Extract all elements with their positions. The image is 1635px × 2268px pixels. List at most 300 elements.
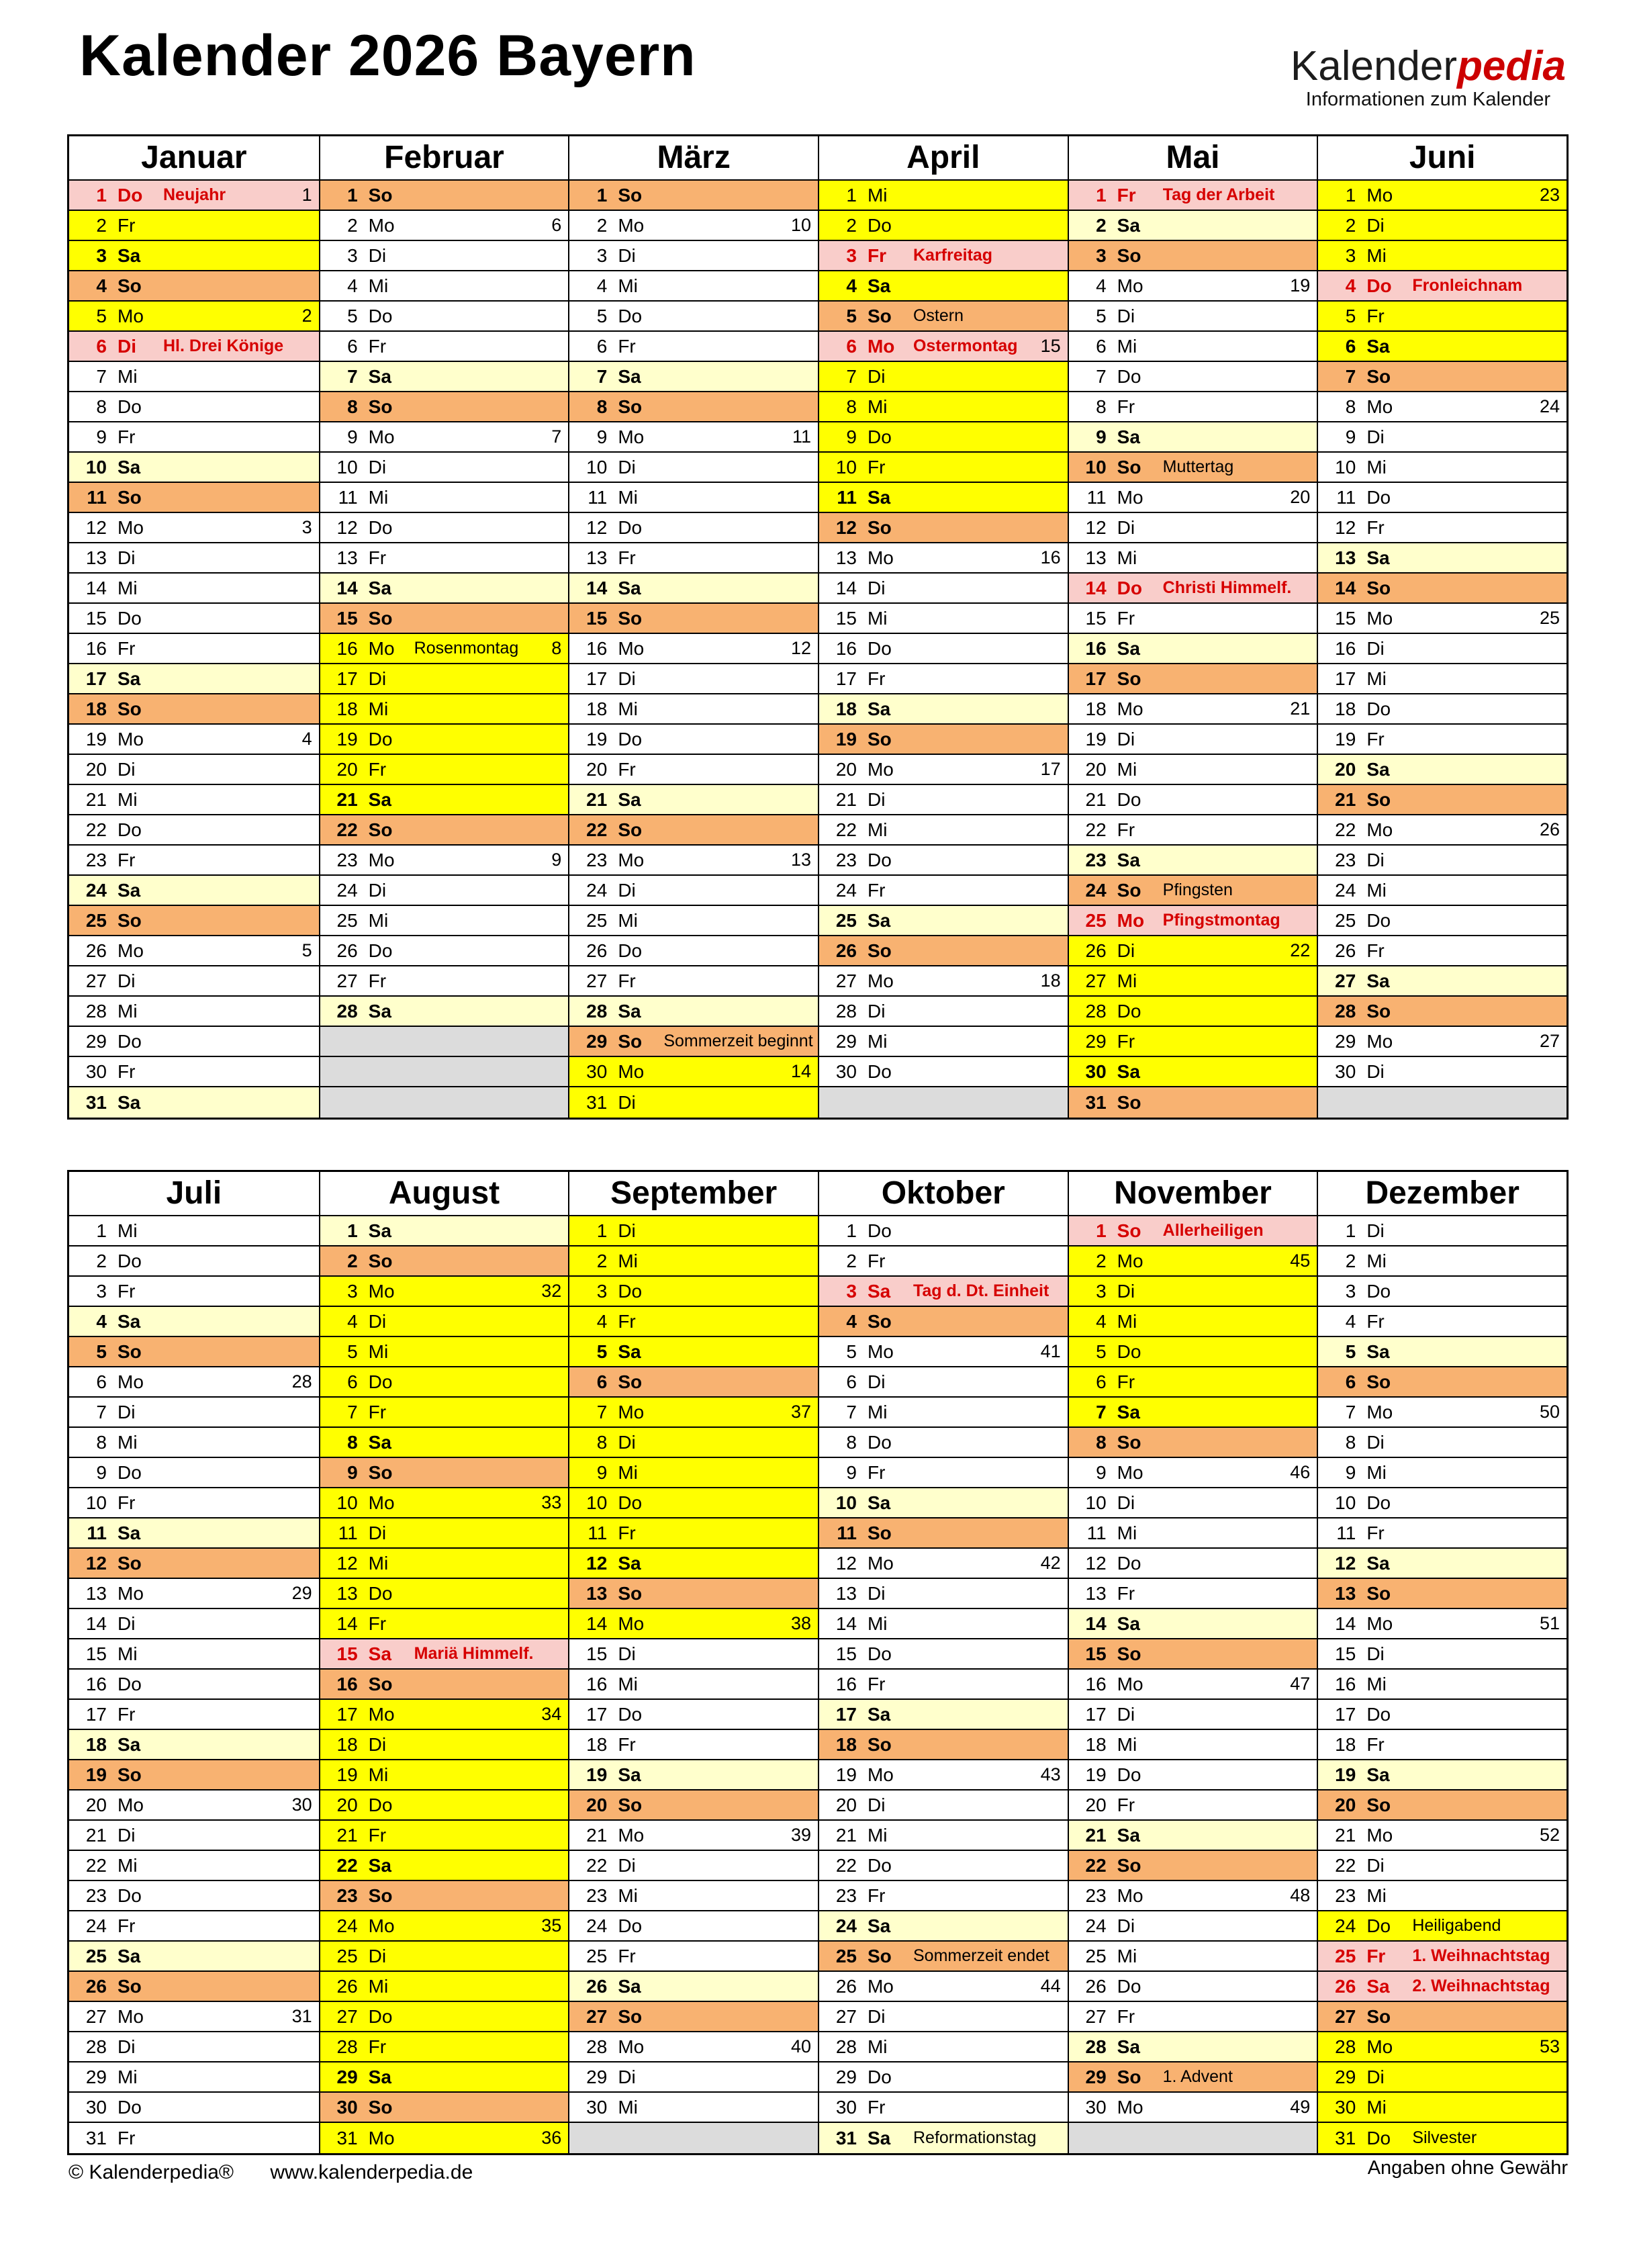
day-number: 27: [1335, 2005, 1356, 2027]
day-row: [819, 2062, 1068, 2093]
day-number: 19: [586, 728, 608, 750]
day-number: 16: [586, 1673, 608, 1694]
day-number: 6: [1096, 1371, 1107, 1392]
day-weekday: Mi: [368, 1552, 389, 1574]
day-weekday: So: [1117, 1431, 1141, 1453]
day-weekday: So: [1117, 1854, 1141, 1876]
day-weekday: Mi: [1366, 2096, 1387, 2118]
day-number: 19: [1335, 1764, 1356, 1785]
week-number: 39: [790, 1825, 811, 1845]
day-row: [569, 453, 818, 483]
day-number: 22: [835, 819, 857, 840]
day-weekday: Mi: [867, 1613, 888, 1634]
day-number: 20: [1085, 758, 1107, 780]
day-number: 17: [1335, 1703, 1356, 1725]
day-weekday: Sa: [618, 788, 641, 810]
day-number: 21: [835, 788, 857, 810]
day-weekday: Mi: [1366, 1673, 1387, 1694]
day-weekday: Mi: [1366, 1461, 1387, 1483]
day-weekday: Fr: [368, 1613, 387, 1634]
day-row: [69, 332, 319, 362]
day-note: Rosenmontag: [414, 639, 519, 657]
day-weekday: Sa: [118, 244, 141, 266]
logo-wordmark: [1291, 44, 1566, 88]
day-row: [569, 392, 818, 422]
day-row: [69, 664, 319, 694]
day-number: 7: [846, 1401, 857, 1422]
day-row: [1069, 694, 1317, 725]
day-row: [819, 2002, 1068, 2032]
day-row: [1069, 1277, 1317, 1307]
day-weekday: Mo: [867, 1975, 894, 1997]
week-number: 11: [792, 426, 811, 447]
week-number: 21: [1290, 698, 1311, 719]
day-weekday: Fr: [618, 1310, 636, 1332]
day-row: [320, 1730, 569, 1760]
day-number: 7: [1345, 1401, 1356, 1422]
day-row: [320, 725, 569, 755]
day-weekday: Di: [118, 547, 136, 568]
day-row: [320, 1790, 569, 1821]
day-number: 13: [586, 547, 608, 568]
day-weekday: So: [867, 305, 892, 326]
day-weekday: Sa: [1117, 2036, 1140, 2057]
week-number: 53: [1539, 2036, 1560, 2056]
day-number: 25: [1085, 1945, 1107, 1966]
day-row: [819, 1639, 1068, 1670]
day-number: 4: [846, 1310, 857, 1332]
day-weekday: Sa: [867, 909, 891, 931]
day-number: 31: [85, 1091, 107, 1113]
day-number: 31: [1085, 1091, 1107, 1113]
day-row: [1318, 2093, 1567, 2123]
day-row: [320, 785, 569, 815]
day-row: [1069, 1790, 1317, 1821]
day-weekday: Sa: [118, 1310, 141, 1332]
day-number: 20: [1335, 758, 1356, 780]
day-weekday: Sa: [1117, 637, 1140, 659]
day-weekday: So: [368, 607, 393, 629]
day-weekday: Mo: [1366, 1030, 1393, 1052]
holiday-label: Pfingstmontag: [1162, 911, 1280, 929]
day-weekday: So: [618, 184, 643, 206]
week-number: 49: [1290, 2097, 1311, 2117]
day-weekday: Do: [618, 940, 643, 961]
day-number: 29: [1335, 2066, 1356, 2087]
day-weekday: Mo: [1117, 2096, 1143, 2118]
day-row: [1318, 1972, 1567, 2002]
day-weekday: Do: [368, 940, 393, 961]
day-number: 12: [85, 1552, 107, 1574]
day-number: 5: [596, 1341, 608, 1362]
day-number: 2: [596, 214, 608, 236]
day-row: [1069, 513, 1317, 543]
day-number: 8: [347, 396, 358, 417]
day-weekday: So: [1117, 244, 1141, 266]
day-row: [1318, 1911, 1567, 1942]
day-weekday: So: [118, 486, 142, 508]
day-weekday: Sa: [368, 1854, 391, 1876]
day-row: [1069, 1398, 1317, 1428]
day-number: 21: [835, 1824, 857, 1846]
holiday-label: Christi Himmelf.: [1162, 578, 1292, 597]
day-number: 26: [1085, 1975, 1107, 1997]
day-weekday: Fr: [618, 335, 636, 357]
day-number: 20: [835, 758, 857, 780]
day-row: [819, 785, 1068, 815]
day-weekday: Di: [368, 668, 387, 689]
day-weekday: Mo: [368, 849, 395, 870]
week-number: 36: [541, 2128, 562, 2148]
day-number: 11: [87, 486, 107, 508]
day-number: 15: [1335, 607, 1356, 629]
day-row: [1318, 1881, 1567, 1911]
holiday-label: Hl. Drei Könige: [163, 336, 284, 355]
day-weekday: Do: [867, 426, 892, 447]
day-weekday: Mi: [368, 698, 389, 719]
day-weekday: Di: [1366, 637, 1385, 659]
day-row: [1318, 483, 1567, 513]
week-number: 41: [1040, 1341, 1061, 1361]
day-row: [69, 936, 319, 966]
day-weekday: Fr: [1117, 2005, 1135, 2027]
day-row: [819, 966, 1068, 997]
week-number: 1: [301, 185, 312, 205]
day-weekday: So: [118, 275, 142, 296]
day-weekday: So: [618, 1582, 643, 1604]
day-number: 22: [1085, 1854, 1107, 1876]
day-row: [1069, 1216, 1317, 1246]
day-number: 8: [96, 1431, 107, 1453]
day-row: [819, 846, 1068, 876]
day-row: [69, 2123, 319, 2153]
day-weekday: Di: [118, 1613, 136, 1634]
day-row: [1318, 211, 1567, 241]
day-weekday: Do: [1117, 1975, 1141, 1997]
day-row: [569, 876, 818, 906]
day-weekday: Do: [118, 1461, 142, 1483]
day-weekday: So: [1366, 1794, 1391, 1815]
day-row: [69, 1087, 319, 1118]
day-number: 30: [85, 2096, 107, 2118]
week-number: 29: [291, 1583, 312, 1603]
day-weekday: Do: [1366, 1280, 1391, 1302]
day-weekday: Mi: [867, 1824, 888, 1846]
day-number: 28: [586, 2036, 608, 2057]
day-row: [819, 1670, 1068, 1700]
day-weekday: Mi: [867, 1401, 888, 1422]
day-number: 18: [586, 1733, 608, 1755]
day-number: 8: [96, 396, 107, 417]
day-weekday: Mi: [368, 909, 389, 931]
day-number: 25: [336, 909, 358, 931]
day-weekday: So: [1117, 2066, 1141, 2087]
day-number: 10: [336, 456, 358, 478]
day-row: [1069, 1579, 1317, 1609]
day-number: 9: [846, 426, 857, 447]
day-row: [819, 1216, 1068, 1246]
website-link[interactable]: www.kalenderpedia.de: [270, 2161, 473, 2183]
day-row: [819, 906, 1068, 936]
day-row: [320, 513, 569, 543]
day-weekday: Sa: [867, 1703, 891, 1725]
day-weekday: Mo: [118, 2005, 144, 2027]
day-number: 3: [1345, 1280, 1356, 1302]
logo-part-pedia: pedia: [1457, 43, 1566, 89]
day-number: 5: [1345, 1341, 1356, 1362]
week-number: 22: [1290, 940, 1311, 960]
day-weekday: Sa: [618, 577, 641, 598]
day-row: [320, 694, 569, 725]
week-number: 27: [1539, 1031, 1560, 1051]
day-number: 7: [596, 365, 608, 387]
day-number: 12: [1085, 1552, 1107, 1574]
day-number: 27: [336, 970, 358, 991]
day-row: [819, 1488, 1068, 1518]
day-row: [320, 1549, 569, 1579]
day-row: [569, 2032, 818, 2062]
day-row: [1318, 2123, 1567, 2153]
day-number: 14: [835, 1613, 857, 1634]
day-row: [819, 483, 1068, 513]
filler-cell: [1318, 1087, 1567, 1118]
week-number: 42: [1040, 1553, 1061, 1573]
day-number: 2: [96, 1250, 107, 1271]
day-number: 22: [1085, 819, 1107, 840]
day-weekday: Do: [1366, 909, 1391, 931]
day-weekday: Do: [867, 214, 892, 236]
month-name: Juli: [69, 1172, 319, 1216]
day-row: [69, 211, 319, 241]
day-weekday: Di: [618, 1854, 636, 1876]
day-number: 17: [835, 1703, 857, 1725]
day-row: [69, 1277, 319, 1307]
day-number: 24: [336, 1915, 358, 1936]
day-weekday: Fr: [867, 2096, 886, 2118]
day-number: 9: [846, 1461, 857, 1483]
day-number: 1: [1345, 184, 1356, 206]
day-weekday: Fr: [618, 758, 636, 780]
day-row: [320, 1277, 569, 1307]
day-row: [819, 392, 1068, 422]
day-row: [69, 1972, 319, 2002]
holiday-label: Allerheiligen: [1162, 1221, 1264, 1240]
day-row: [1318, 513, 1567, 543]
day-row: [569, 664, 818, 694]
day-number: 13: [85, 547, 107, 568]
day-row: [69, 846, 319, 876]
day-row: [819, 1057, 1068, 1087]
day-row: [69, 1851, 319, 1881]
day-row: [69, 2002, 319, 2032]
day-weekday: Sa: [618, 1341, 641, 1362]
day-row: [1318, 392, 1567, 422]
day-number: 9: [1345, 426, 1356, 447]
day-number: 3: [1096, 244, 1107, 266]
day-number: 10: [1335, 456, 1356, 478]
week-number: 18: [1040, 970, 1061, 991]
day-row: [320, 302, 569, 332]
day-weekday: Di: [118, 1824, 136, 1846]
day-weekday: Mo: [1117, 1250, 1143, 1271]
day-weekday: Sa: [1366, 970, 1390, 991]
day-note: Sommerzeit endet: [913, 1946, 1049, 1965]
day-weekday: Fr: [1366, 1310, 1385, 1332]
week-number: 47: [1290, 1674, 1311, 1694]
day-row: [69, 755, 319, 785]
day-weekday: Mo: [118, 516, 144, 538]
day-number: 4: [96, 1310, 107, 1332]
day-number: 7: [347, 365, 358, 387]
day-weekday: Mo: [618, 214, 645, 236]
day-weekday: So: [368, 1461, 393, 1483]
holiday-label: Fronleichnam: [1412, 276, 1523, 295]
day-number: 22: [586, 819, 608, 840]
day-weekday: Mo: [368, 1915, 395, 1936]
day-number: 10: [586, 1492, 608, 1513]
day-row: [69, 1821, 319, 1851]
day-row: [320, 2093, 569, 2123]
day-row: [1318, 936, 1567, 966]
day-row: [1069, 1246, 1317, 1277]
day-number: 5: [1345, 305, 1356, 326]
day-weekday: Mo: [1366, 1401, 1393, 1422]
day-number: 26: [586, 1975, 608, 1997]
day-number: 12: [1085, 516, 1107, 538]
day-number: 14: [1335, 577, 1356, 598]
day-weekday: Mi: [867, 819, 888, 840]
day-row: [1318, 785, 1567, 815]
day-row: [819, 1367, 1068, 1398]
day-number: 17: [586, 1703, 608, 1725]
day-number: 21: [586, 788, 608, 810]
day-row: [569, 785, 818, 815]
day-number: 14: [336, 1613, 358, 1634]
day-weekday: So: [867, 1522, 892, 1543]
day-row: [69, 1367, 319, 1398]
month-name: April: [819, 136, 1068, 181]
week-number: 9: [551, 850, 562, 870]
day-number: 31: [336, 2127, 358, 2148]
day-weekday: Fr: [867, 879, 886, 901]
day-number: 16: [336, 637, 358, 659]
day-number: 17: [1085, 1703, 1107, 1725]
day-note: Silvester: [1412, 2128, 1477, 2147]
day-weekday: Di: [1366, 1643, 1385, 1664]
day-weekday: Fr: [368, 2036, 387, 2057]
day-number: 31: [1335, 2127, 1356, 2148]
day-row: [320, 574, 569, 604]
day-number: 2: [596, 1250, 608, 1271]
day-weekday: Mi: [368, 1975, 389, 1997]
day-row: [569, 483, 818, 513]
day-number: 24: [1335, 1915, 1356, 1936]
day-row: [819, 1911, 1068, 1942]
day-row: [1318, 664, 1567, 694]
day-row: [320, 392, 569, 422]
day-weekday: Mo: [618, 1401, 645, 1422]
day-weekday: Sa: [867, 486, 891, 508]
day-number: 3: [347, 1280, 358, 1302]
day-number: 2: [96, 214, 107, 236]
day-row: [1318, 2062, 1567, 2093]
day-weekday: Fr: [368, 547, 387, 568]
day-row: [1318, 1307, 1567, 1337]
day-row: [819, 1972, 1068, 2002]
day-row: [1069, 1639, 1317, 1670]
day-weekday: So: [1117, 668, 1141, 689]
day-weekday: Di: [1366, 1854, 1385, 1876]
day-weekday: Sa: [618, 1000, 641, 1022]
day-row: [1318, 302, 1567, 332]
day-weekday: Mo: [618, 1613, 645, 1634]
day-number: 13: [835, 547, 857, 568]
day-number: 17: [835, 668, 857, 689]
day-weekday: Mi: [1366, 668, 1387, 689]
day-row: [69, 1057, 319, 1087]
day-row: [69, 634, 319, 664]
day-row: [320, 1428, 569, 1458]
day-note: Heiligabend: [1412, 1916, 1501, 1935]
day-number: 10: [1085, 456, 1107, 478]
day-number: 6: [1345, 1371, 1356, 1392]
day-weekday: Fr: [118, 2127, 136, 2148]
day-row: [1069, 2032, 1317, 2062]
day-weekday: Di: [118, 1401, 136, 1422]
day-number: 9: [96, 426, 107, 447]
day-number: 9: [347, 426, 358, 447]
day-row: [569, 1428, 818, 1458]
day-number: 25: [835, 1945, 857, 1966]
day-number: 11: [837, 486, 857, 508]
day-weekday: Do: [867, 2066, 892, 2087]
day-weekday: Mi: [118, 365, 138, 387]
day-number: 30: [1085, 1060, 1107, 1082]
day-number: 11: [1336, 486, 1356, 508]
month-name: Juni: [1318, 136, 1567, 181]
day-number: 21: [1335, 1824, 1356, 1846]
day-row: [1069, 1458, 1317, 1488]
day-number: 6: [846, 335, 857, 357]
day-row: [569, 1700, 818, 1730]
day-number: 29: [835, 2066, 857, 2087]
day-number: 9: [1345, 1461, 1356, 1483]
day-row: [819, 1579, 1068, 1609]
day-number: 2: [846, 1250, 857, 1271]
filler-cell: [320, 1027, 569, 1057]
day-row: [819, 453, 1068, 483]
day-row: [69, 1911, 319, 1942]
day-number: 18: [835, 1733, 857, 1755]
half-year-table-jan-jun: [67, 134, 1569, 1120]
day-row: [69, 1518, 319, 1549]
day-number: 4: [1345, 275, 1356, 296]
day-number: 4: [347, 1310, 358, 1332]
day-weekday: Sa: [118, 668, 141, 689]
month-column: [1317, 1172, 1567, 2153]
day-number: 7: [1096, 365, 1107, 387]
day-number: 3: [1345, 244, 1356, 266]
day-row: [1318, 876, 1567, 906]
day-row: [819, 1458, 1068, 1488]
day-weekday: Fr: [368, 335, 387, 357]
day-weekday: Mo: [867, 970, 894, 991]
day-weekday: Di: [867, 365, 886, 387]
day-row: [1318, 1851, 1567, 1881]
day-number: 18: [1335, 698, 1356, 719]
day-weekday: Fr: [867, 1250, 886, 1271]
day-number: 1: [846, 184, 857, 206]
